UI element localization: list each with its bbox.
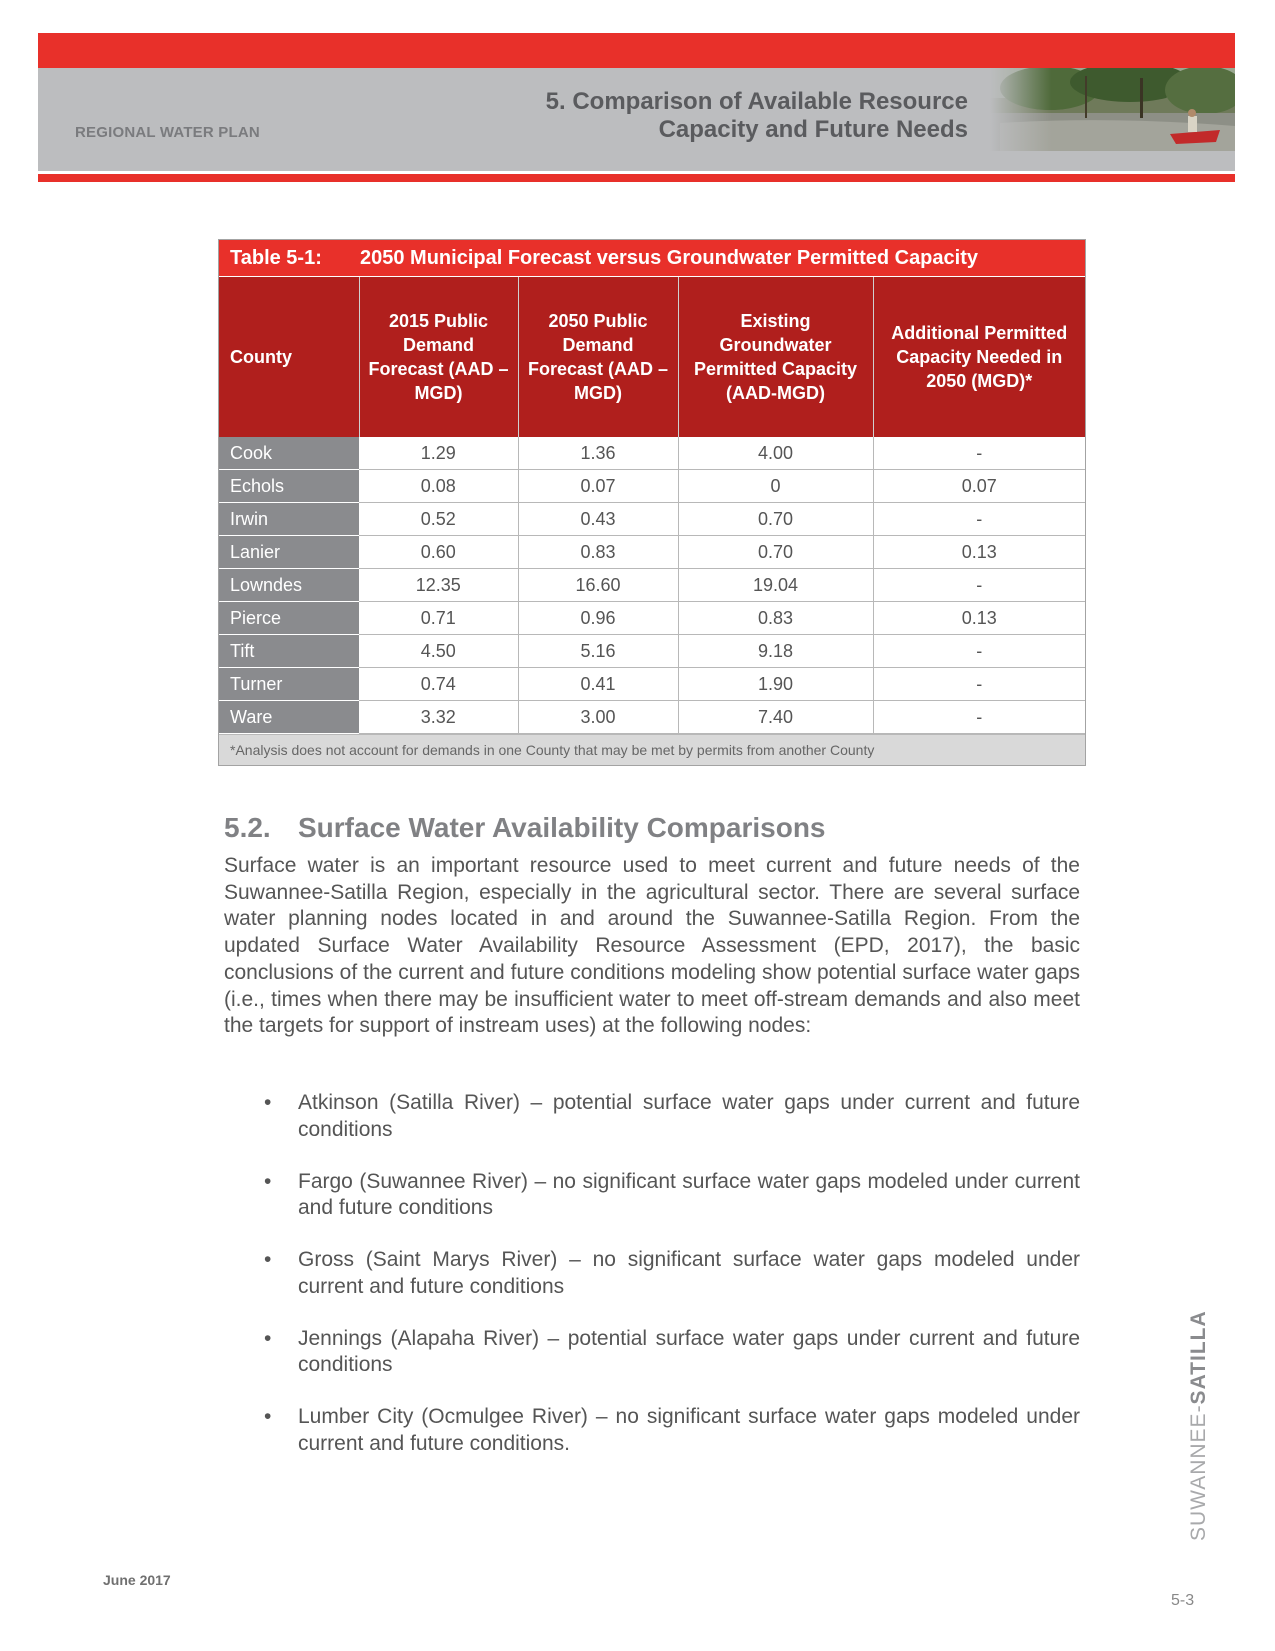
table-footnote: *Analysis does not account for demands in one County that may be met by permits from another County — [219, 734, 1085, 765]
table-cell: 0.07 — [518, 470, 678, 503]
table-row — [219, 437, 1085, 470]
bullet-icon: • — [264, 1169, 272, 1193]
bullet-icon: • — [264, 1326, 272, 1350]
county-cell: Lowndes — [219, 569, 359, 602]
table-row — [219, 569, 1085, 602]
county-cell: Irwin — [219, 503, 359, 536]
table-cell: 0.60 — [359, 536, 518, 569]
table-cell: 0.08 — [359, 470, 518, 503]
brand-light: SUWANNEE- — [1187, 1404, 1210, 1541]
table-row — [219, 635, 1085, 668]
table-number: Table 5-1: — [230, 247, 322, 269]
brand-bold: SATILLA — [1187, 1310, 1210, 1405]
chapter-title-line-1: 5. Comparison of Available Resource — [545, 88, 968, 115]
table-cell: 3.00 — [518, 701, 678, 734]
county-cell: Tift — [219, 635, 359, 668]
column-header-existing-capacity: Existing Groundwater Permitted Capacity (AAD-MGD) — [678, 277, 873, 437]
node-list — [224, 1090, 1080, 1483]
table-cell: 12.35 — [359, 569, 518, 602]
table-cell: 9.18 — [678, 635, 873, 668]
table-cell: 0.13 — [873, 602, 1085, 635]
table-cell: 0 — [678, 470, 873, 503]
column-header-additional-capacity: Additional Permitted Capacity Needed in 2050 (MGD)* — [873, 277, 1085, 437]
table-cell: 1.29 — [359, 437, 518, 470]
table-cell: 0.74 — [359, 668, 518, 701]
county-cell: Ware — [219, 701, 359, 734]
county-cell: Echols — [219, 470, 359, 503]
list-item — [224, 1326, 1080, 1379]
list-item — [224, 1169, 1080, 1222]
county-cell: Turner — [219, 668, 359, 701]
table-cell: - — [873, 437, 1085, 470]
forecast-table — [218, 239, 1086, 766]
section-paragraph: Surface water is an important resource used to meet current and future needs of the Suwannee-Satilla Region, especially in the agricultural sector. There are several surface water planning nodes located in and around the Suwannee-Satilla Region. From the updated Surface Water Availability Resource Assessment (EPD, 2017), the basic conclusions of the current and future conditions modeling show potential surface water gaps (i.e., times when there may be insufficient water to meet off-stream demands and also meet the targets for support of instream uses) at the following nodes: — [224, 854, 1080, 1038]
table-cell: 1.90 — [678, 668, 873, 701]
list-item-text: Fargo (Suwannee River) – no significant surface water gaps modeled under current and future conditions — [298, 1169, 1080, 1219]
table-cell: - — [873, 569, 1085, 602]
section-title: Surface Water Availability Comparisons — [298, 812, 826, 843]
column-header-2050-demand: 2050 Public Demand Forecast (AAD – MGD) — [518, 277, 678, 437]
list-item — [224, 1404, 1080, 1457]
side-brand — [1187, 1310, 1211, 1541]
table-row — [219, 701, 1085, 734]
bullet-icon: • — [264, 1405, 272, 1428]
document-label: REGIONAL WATER PLAN — [75, 124, 260, 141]
table-row — [219, 536, 1085, 569]
table-cell: 0.41 — [518, 668, 678, 701]
page-number: 5-3 — [1171, 1592, 1195, 1609]
section-heading — [224, 812, 826, 844]
county-cell: Cook — [219, 437, 359, 470]
bullet-icon: • — [264, 1091, 272, 1114]
table-cell: - — [873, 668, 1085, 701]
table-cell: 4.00 — [678, 437, 873, 470]
table-cell: - — [873, 635, 1085, 668]
table-cell: 7.40 — [678, 701, 873, 734]
table-cell: 0.83 — [518, 536, 678, 569]
list-item-text: Lumber City (Ocmulgee River) – no significant surface water gaps modeled under current and future conditions. — [298, 1405, 1080, 1455]
table-caption — [219, 240, 1085, 277]
table-row — [219, 668, 1085, 701]
column-header-county: County — [219, 277, 359, 437]
table-cell: - — [873, 503, 1085, 536]
table-cell: 19.04 — [678, 569, 873, 602]
header-bottom-bar — [38, 174, 1235, 182]
table-cell: 0.71 — [359, 602, 518, 635]
table-row — [219, 602, 1085, 635]
section-number: 5.2. — [224, 812, 271, 843]
table-cell: 3.32 — [359, 701, 518, 734]
table-cell: 5.16 — [518, 635, 678, 668]
table-cell: 0.70 — [678, 536, 873, 569]
county-cell: Lanier — [219, 536, 359, 569]
table-cell: 0.52 — [359, 503, 518, 536]
footer-date: June 2017 — [103, 1572, 171, 1588]
table-header-row — [219, 277, 1085, 437]
table-cell: 4.50 — [359, 635, 518, 668]
table-cell: - — [873, 701, 1085, 734]
list-item-text: Atkinson (Satilla River) – potential surface water gaps under current and future conditions — [298, 1091, 1080, 1141]
canoe-river-photo — [990, 68, 1235, 151]
table-row — [219, 503, 1085, 536]
list-item-text: Gross (Saint Marys River) – no significant surface water gaps modeled under current and future conditions — [298, 1248, 1080, 1298]
table-title: 2050 Municipal Forecast versus Groundwater Permitted Capacity — [360, 247, 978, 269]
table-cell: 0.70 — [678, 503, 873, 536]
table-row — [219, 470, 1085, 503]
bullet-icon: • — [264, 1248, 272, 1271]
list-item — [224, 1090, 1080, 1143]
header-top-bar — [38, 33, 1235, 68]
column-header-2015-demand: 2015 Public Demand Forecast (AAD – MGD) — [359, 277, 518, 437]
list-item — [224, 1247, 1080, 1300]
chapter-title — [546, 88, 968, 144]
table-cell: 0.96 — [518, 602, 678, 635]
table-cell: 0.83 — [678, 602, 873, 635]
list-item-text: Jennings (Alapaha River) – potential surface water gaps under current and future conditions — [298, 1326, 1080, 1376]
table-cell: 0.13 — [873, 536, 1085, 569]
county-cell: Pierce — [219, 602, 359, 635]
data-table — [219, 277, 1085, 734]
table-cell: 0.07 — [873, 470, 1085, 503]
table-cell: 16.60 — [518, 569, 678, 602]
chapter-title-line-2: Capacity and Future Needs — [658, 116, 968, 143]
table-cell: 1.36 — [518, 437, 678, 470]
table-cell: 0.43 — [518, 503, 678, 536]
